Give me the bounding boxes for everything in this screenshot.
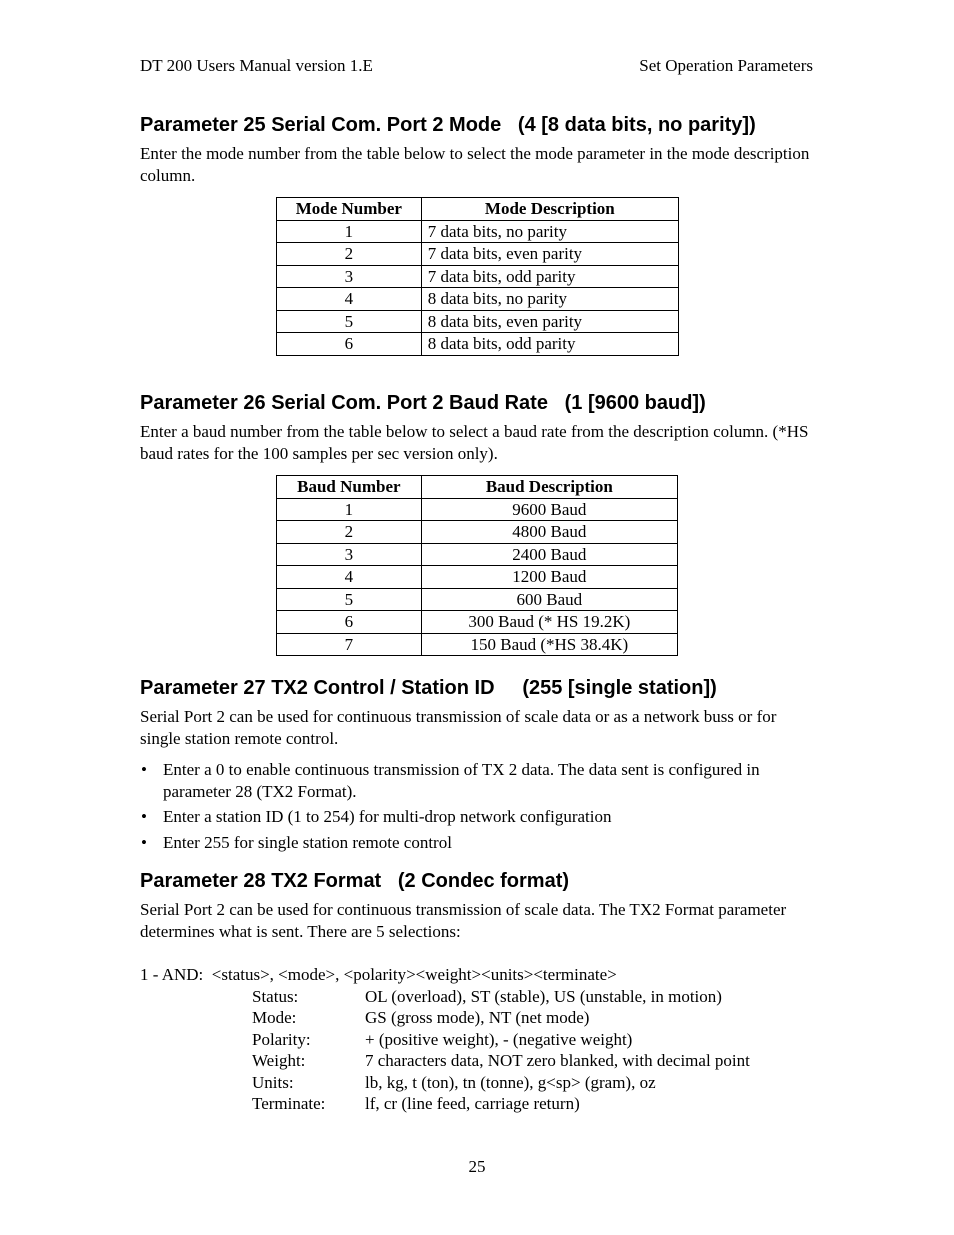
field-label: Terminate: <box>252 1094 326 1113</box>
table-row <box>277 566 678 589</box>
table-cell: 150 Baud (*HS 38.4K) <box>421 633 677 656</box>
table-cell: 5 <box>277 310 422 333</box>
field-label: Mode: <box>252 1008 297 1027</box>
column-header: Baud Number <box>277 476 422 499</box>
table-header-row <box>277 476 678 499</box>
header-manual-title: DT 200 Users Manual version 1.E <box>140 56 373 75</box>
field-value: lb, kg, t (ton), tn (tonne), g<sp> (gram), oz <box>365 1072 656 1092</box>
table-row <box>277 633 678 656</box>
heading-parameter-25: Parameter 25 Serial Com. Port 2 Mode (4 [8 data bits, no parity]) <box>140 114 756 136</box>
table-cell: 8 data bits, no parity <box>421 288 678 311</box>
table-cell: 5 <box>277 588 422 611</box>
table-row <box>277 265 679 288</box>
table-cell: 600 Baud <box>421 588 677 611</box>
table-row <box>277 288 679 311</box>
heading-parameter-27: Parameter 27 TX2 Control / Station ID (255 [single station]) <box>140 677 717 699</box>
table-cell: 300 Baud (* HS 19.2K) <box>421 611 677 634</box>
table-row <box>277 243 679 266</box>
table-row <box>277 333 679 356</box>
table-cell: 2 <box>277 521 422 544</box>
column-header: Mode Description <box>421 198 678 221</box>
field-label: Status: <box>252 986 299 1006</box>
format-line-and: 1 - AND: <status>, <mode>, <polarity><weight><units><terminate> <box>140 965 617 984</box>
table-row <box>277 611 678 634</box>
table-cell: 1 <box>277 220 422 243</box>
table-cell: 8 data bits, odd parity <box>421 333 678 356</box>
page-number: 25 <box>468 1157 486 1176</box>
heading-parameter-26: Parameter 26 Serial Com. Port 2 Baud Rate (1 [9600 baud]) <box>140 392 706 414</box>
field-label: Weight: <box>252 1051 306 1070</box>
paragraph-parameter-28: Serial Port 2 can be used for continuous transmission of scale data. The TX2 Format parameter determines what is sent. There are 5 selections: <box>140 900 787 941</box>
table-row <box>277 588 678 611</box>
table-row <box>277 498 678 521</box>
field-value: + (positive weight), - (negative weight) <box>365 1029 633 1049</box>
field-label: Units: <box>252 1072 294 1092</box>
table-cell: 2 <box>277 243 422 266</box>
list-item: • Enter a station ID (1 to 254) for multi-drop network configuration <box>140 806 820 828</box>
field-label: Polarity: <box>252 1029 311 1049</box>
field-value: GS (gross mode), NT (net mode) <box>365 1008 590 1027</box>
table-cell: 1 <box>277 498 422 521</box>
table-cell: 9600 Baud <box>421 498 677 521</box>
bullet-list <box>140 759 820 857</box>
table-cell: 7 data bits, no parity <box>421 220 678 243</box>
table-cell: 3 <box>277 265 422 288</box>
list-item: • Enter a 0 to enable continuous transmission of TX 2 data. The data sent is configured in parameter 28 (TX2 Format). <box>140 759 820 802</box>
table-row <box>277 220 679 243</box>
table-cell: 3 <box>277 543 422 566</box>
table-header-row <box>277 198 679 221</box>
column-header: Baud Description <box>421 476 677 499</box>
table-cell: 4 <box>277 288 422 311</box>
table-cell: 4800 Baud <box>421 521 677 544</box>
table-cell: 7 data bits, odd parity <box>421 265 678 288</box>
paragraph-parameter-26: Enter a baud number from the table below to select a baud rate from the description column. (*HS baud rates for the 100 samples per sec version only). <box>140 422 809 463</box>
header-section-title: Set Operation Parameters <box>639 56 813 75</box>
field-value: OL (overload), ST (stable), US (unstable, in motion) <box>365 986 722 1006</box>
column-header: Mode Number <box>277 198 422 221</box>
table-cell: 1200 Baud <box>421 566 677 589</box>
table-cell: 8 data bits, even parity <box>421 310 678 333</box>
field-value: 7 characters data, NOT zero blanked, with decimal point <box>365 1051 750 1070</box>
table-cell: 7 <box>277 633 422 656</box>
heading-parameter-28: Parameter 28 TX2 Format (2 Condec format) <box>140 870 570 892</box>
table-row <box>277 521 678 544</box>
table-cell: 7 data bits, even parity <box>421 243 678 266</box>
table-cell: 4 <box>277 566 422 589</box>
paragraph-parameter-25: Enter the mode number from the table below to select the mode parameter in the mode description column. <box>140 144 810 185</box>
baud-table <box>276 475 678 656</box>
table-row <box>277 310 679 333</box>
table-cell: 6 <box>277 611 422 634</box>
mode-table <box>276 197 679 356</box>
table-cell: 6 <box>277 333 422 356</box>
field-value: lf, cr (line feed, carriage return) <box>365 1094 580 1113</box>
paragraph-parameter-27: Serial Port 2 can be used for continuous transmission of scale data or as a network buss or for single station remote control. <box>140 707 777 748</box>
table-cell: 2400 Baud <box>421 543 677 566</box>
list-item: • Enter 255 for single station remote control <box>140 832 820 854</box>
table-row <box>277 543 678 566</box>
